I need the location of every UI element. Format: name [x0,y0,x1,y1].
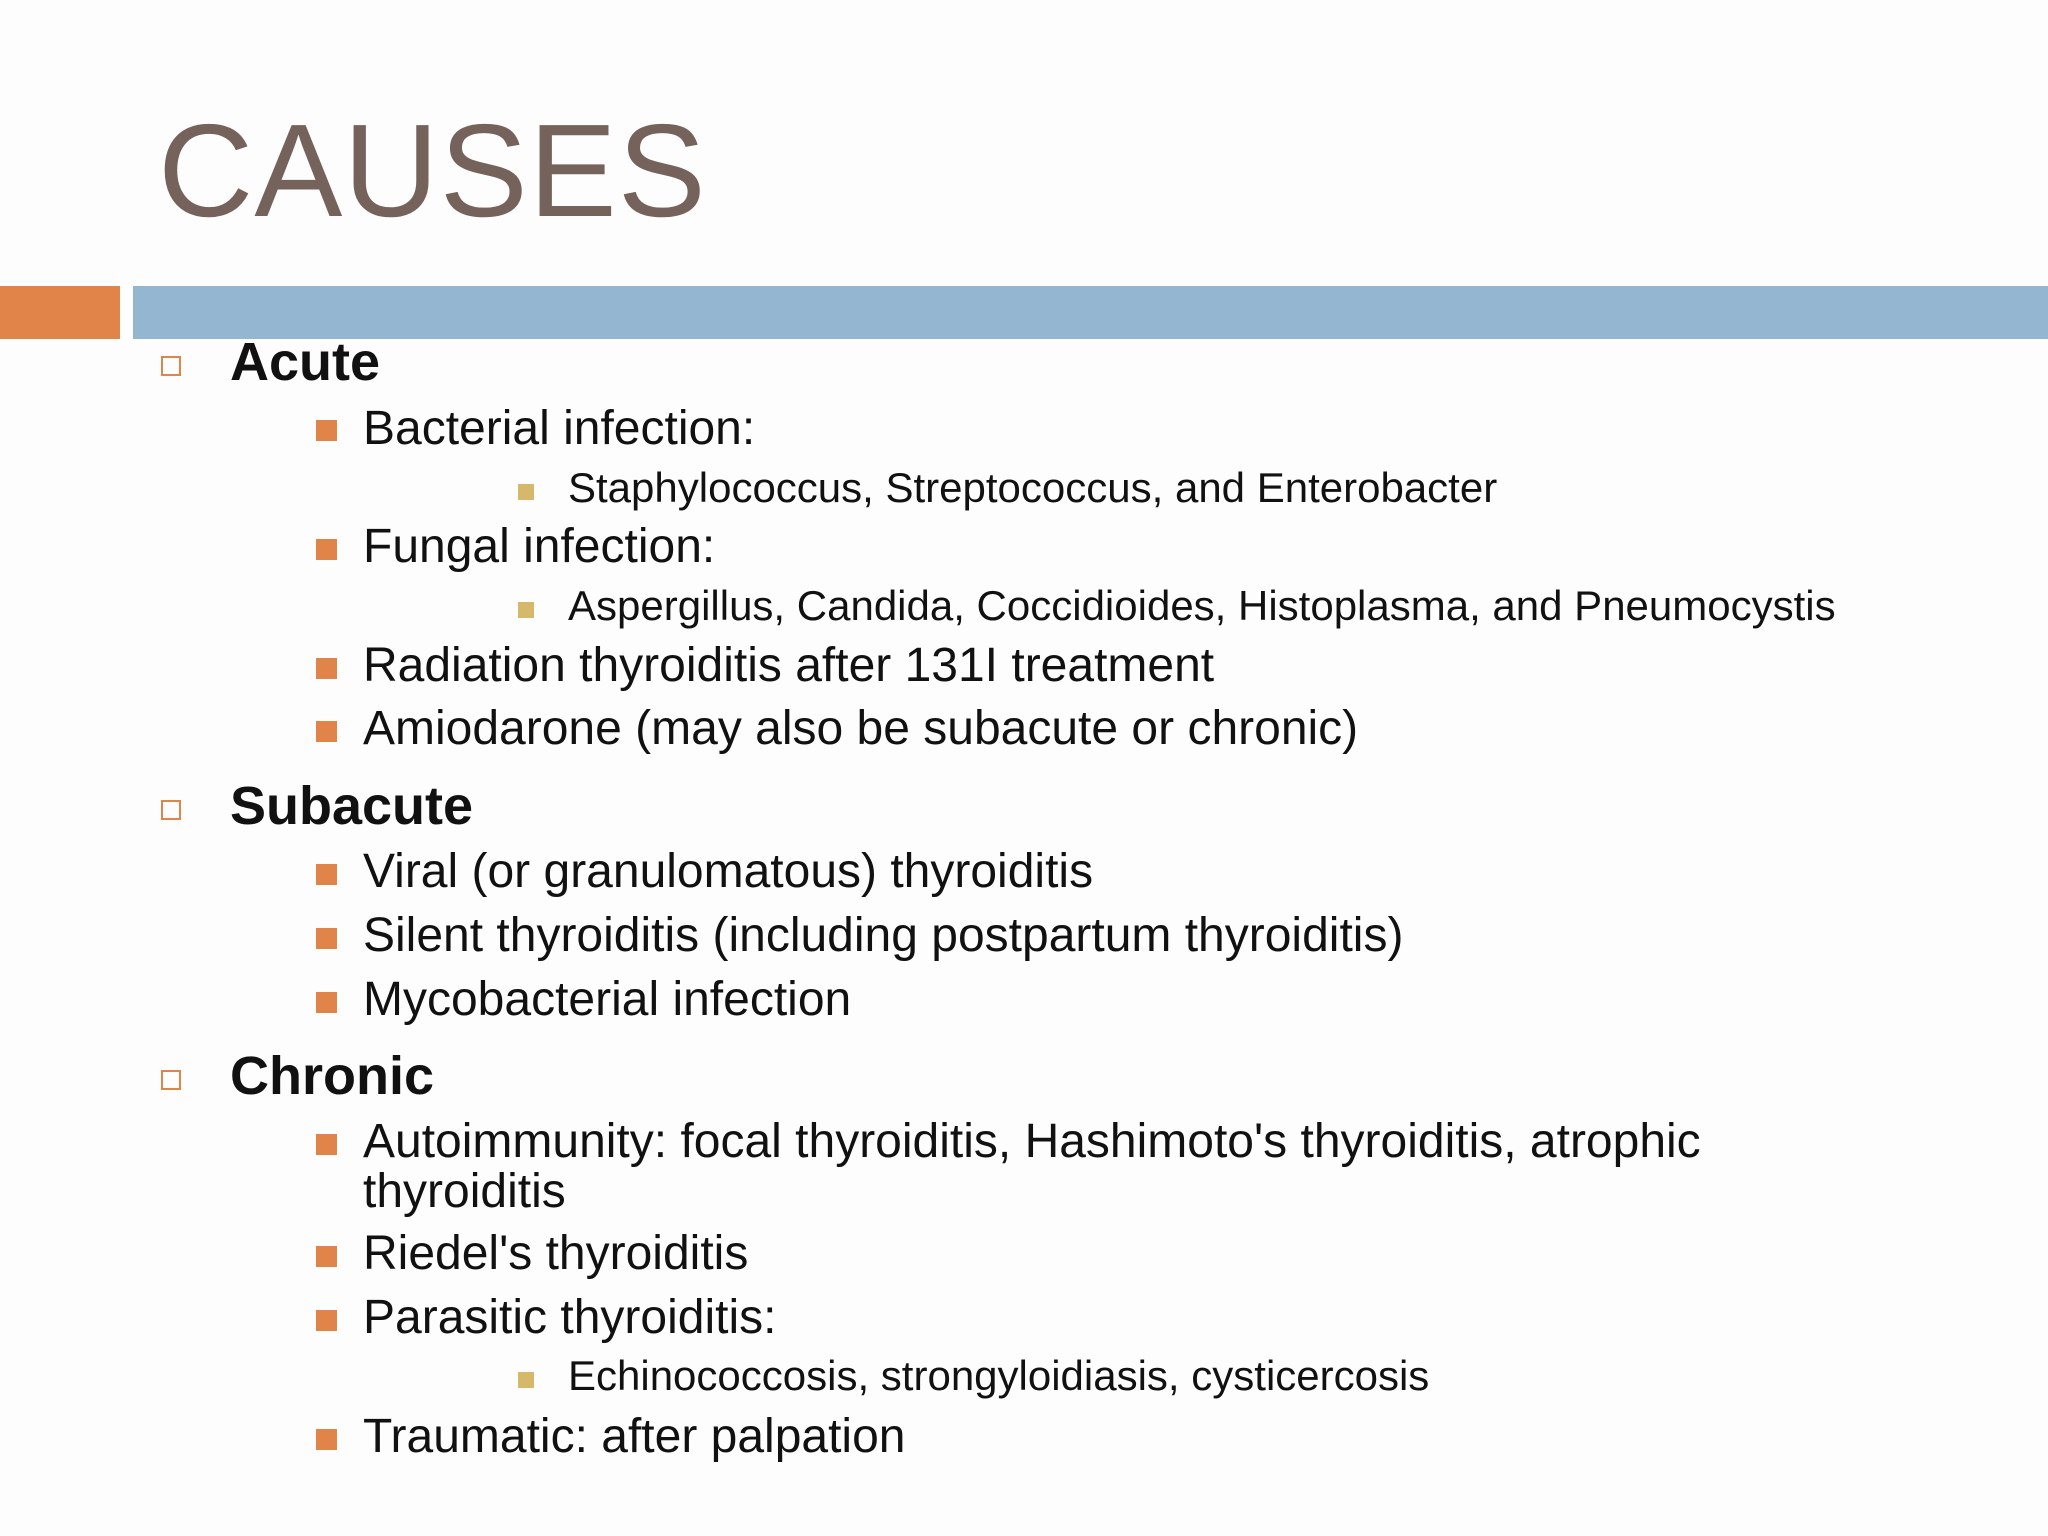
list-subitem: Staphylococcus, Streptococcus, and Enterobacter [568,464,1498,511]
hollow-square-bullet-icon [161,356,181,376]
list-subitem: Echinococcosis, strongyloidiasis, cysticercosis [568,1352,1430,1399]
section-heading-acute: Acute [230,332,381,392]
small-square-bullet-icon [518,602,534,618]
list-item: Autoimmunity: focal thyroiditis, Hashimoto's thyroiditis, atrophic [363,1115,1701,1168]
slide-title: CAUSES [158,97,707,244]
hollow-square-bullet-icon [161,800,181,820]
square-bullet-icon [316,1246,337,1267]
small-square-bullet-icon [518,1372,534,1388]
list-item-continuation: thyroiditis [363,1165,566,1218]
list-item: Silent thyroiditis (including postpartum thyroiditis) [363,909,1404,962]
square-bullet-icon [316,1429,337,1450]
list-item: Viral (or granulomatous) thyroiditis [363,845,1094,898]
list-item: Traumatic: after palpation [363,1410,906,1463]
list-subitem: Aspergillus, Candida, Coccidioides, Histoplasma, and Pneumocystis [568,582,1836,629]
list-item: Amiodarone (may also be subacute or chronic) [363,702,1359,755]
list-item: Fungal infection: [363,520,716,573]
square-bullet-icon [316,539,337,560]
list-item: Mycobacterial infection [363,973,852,1026]
square-bullet-icon [316,992,337,1013]
square-bullet-icon [316,1134,337,1155]
square-bullet-icon [316,658,337,679]
square-bullet-icon [316,420,337,441]
section-heading-chronic: Chronic [230,1046,435,1106]
hollow-square-bullet-icon [161,1070,181,1090]
list-item: Bacterial infection: [363,402,756,455]
title-accent-bar-orange [0,286,120,339]
list-item: Riedel's thyroiditis [363,1227,749,1280]
list-item: Parasitic thyroiditis: [363,1291,777,1344]
square-bullet-icon [316,928,337,949]
square-bullet-icon [316,1310,337,1331]
square-bullet-icon [316,864,337,885]
square-bullet-icon [316,721,337,742]
small-square-bullet-icon [518,484,534,500]
section-heading-subacute: Subacute [230,776,474,836]
list-item: Radiation thyroiditis after 131I treatment [363,639,1215,692]
title-accent-bar-blue [133,286,2048,339]
